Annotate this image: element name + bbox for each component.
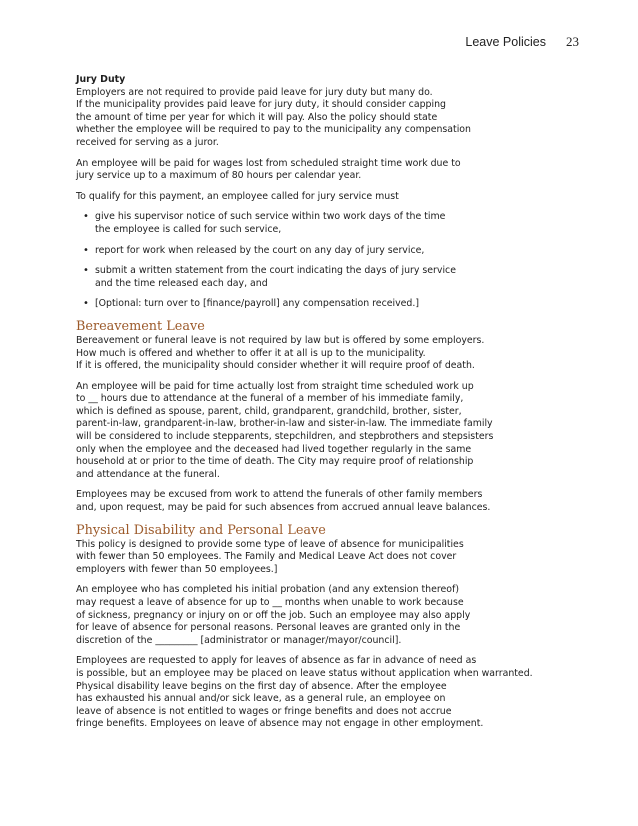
text-line: If it is offered, the municipality should consider whether it will require proof of death. (76, 360, 475, 372)
text-line: parent-in-law, grandparent-in-law, brother-in-law and sister-in-law. The immediate family (76, 418, 493, 430)
text-line: has exhausted his annual and/or sick leave, as a general rule, an employee on (76, 693, 446, 705)
bereavement-section-title: Bereavement Leave (76, 318, 205, 334)
text-line: Employees are requested to apply for leaves of absence as far in advance of need as (76, 655, 477, 667)
text-line: and the time released each day, and (95, 277, 268, 289)
text-line: and, upon request, may be paid for such absences from accrued annual leave balances. (76, 502, 491, 514)
text-line: employers with fewer than 50 employees.] (76, 563, 278, 575)
text-line: An employee will be paid for wages lost from scheduled straight time work due to (76, 157, 461, 169)
text-line: which is defined as spouse, parent, child, grandparent, grandchild, brother, sister, (76, 405, 462, 417)
text-line: received for serving as a juror. (76, 136, 219, 148)
jury-qualify-paragraph (76, 191, 556, 204)
text-line: To qualify for this payment, an employee called for jury service must (76, 190, 399, 202)
text-line: An employee who has completed his initial probation (and any extension thereof) (76, 584, 459, 596)
text-line: whether the employee will be required to pay to the municipality any compensation (76, 124, 471, 136)
page-number: 23 (566, 34, 579, 49)
disability-paragraph-1 (76, 539, 556, 577)
text-line: for leave of absence for personal reasons. Personal leaves are granted only in the (76, 622, 461, 634)
bereavement-paragraph-2 (76, 381, 556, 482)
disability-paragraph-3 (76, 655, 556, 731)
text-line: leave of absence is not entitled to wages or fringe benefits and does not accrue (76, 705, 452, 717)
text-line: • report for work when released by the court on any day of jury service, (95, 244, 425, 256)
jury-duty-intro (76, 74, 556, 150)
jury-requirements-list (76, 211, 556, 311)
text-line: the amount of time per year for which it will pay. Also the policy should state (76, 111, 438, 123)
text-line: only when the employee and the deceased had lived together regularly in the same (76, 443, 472, 455)
text-line: This policy is designed to provide some type of leave of absence for municipalities (76, 538, 464, 550)
text-line: may request a leave of absence for up to __ months when unable to work because (76, 597, 464, 608)
text-line: How much is offered and whether to offer it at all is up to the municipality. (76, 347, 426, 359)
text-line: discretion of the _________ [administrator or manager/mayor/council]. (76, 634, 402, 646)
text-line: jury service up to a maximum of 80 hours per calendar year. (76, 170, 362, 182)
bereavement-paragraph-1 (76, 335, 556, 373)
text-line: is possible, but an employee may be placed on leave status without application when warranted. (76, 667, 533, 679)
list-item (76, 211, 556, 236)
list-item (76, 245, 556, 258)
text-line: fringe benefits. Employees on leave of absence may not engage in other employment. (76, 718, 484, 730)
text-line: household at or prior to the time of death. The City may require proof of relationship (76, 456, 474, 468)
text-line: of sickness, pregnancy or injury on or off the job. Such an employee may also apply (76, 609, 471, 621)
page-header (0, 36, 638, 52)
text-line: An employee will be paid for time actually lost from straight time scheduled work up (76, 380, 474, 392)
page-content (76, 74, 556, 739)
text-line: with fewer than 50 employees. The Family and Medical Leave Act does not cover (76, 551, 457, 563)
bereavement-paragraph-3 (76, 489, 556, 514)
text-line: Employers are not required to provide paid leave for jury duty but many do. (76, 86, 433, 98)
text-line: Physical disability leave begins on the first day of absence. After the employee (76, 680, 447, 692)
disability-paragraph-2 (76, 584, 556, 647)
jury-pay-paragraph (76, 158, 556, 183)
list-item (76, 265, 556, 290)
text-line: Bereavement or funeral leave is not required by law but is offered by some employers. (76, 334, 485, 346)
text-line: and attendance at the funeral. (76, 468, 220, 480)
text-line: • give his supervisor notice of such service within two work days of the time (95, 211, 446, 223)
text-line: If the municipality provides paid leave for jury duty, it should consider capping (76, 99, 446, 111)
text-line: the employee is called for such service, (95, 223, 282, 235)
text-line: • submit a written statement from the court indicating the days of jury service (95, 265, 456, 277)
disability-section-title: Physical Disability and Personal Leave (76, 522, 326, 538)
jury-duty-heading: Jury Duty (76, 74, 126, 85)
text-line: will be considered to include stepparents, stepchildren, and stepbrothers and stepsisters (76, 431, 494, 443)
running-header-title: Leave Policies (465, 35, 546, 49)
text-line: to __ hours due to attendance at the funeral of a member of his immediate family, (76, 393, 464, 405)
text-line: • [Optional: turn over to [finance/payroll] any compensation received.] (95, 298, 419, 310)
text-line: Employees may be excused from work to attend the funerals of other family members (76, 489, 483, 501)
list-item (76, 298, 556, 311)
